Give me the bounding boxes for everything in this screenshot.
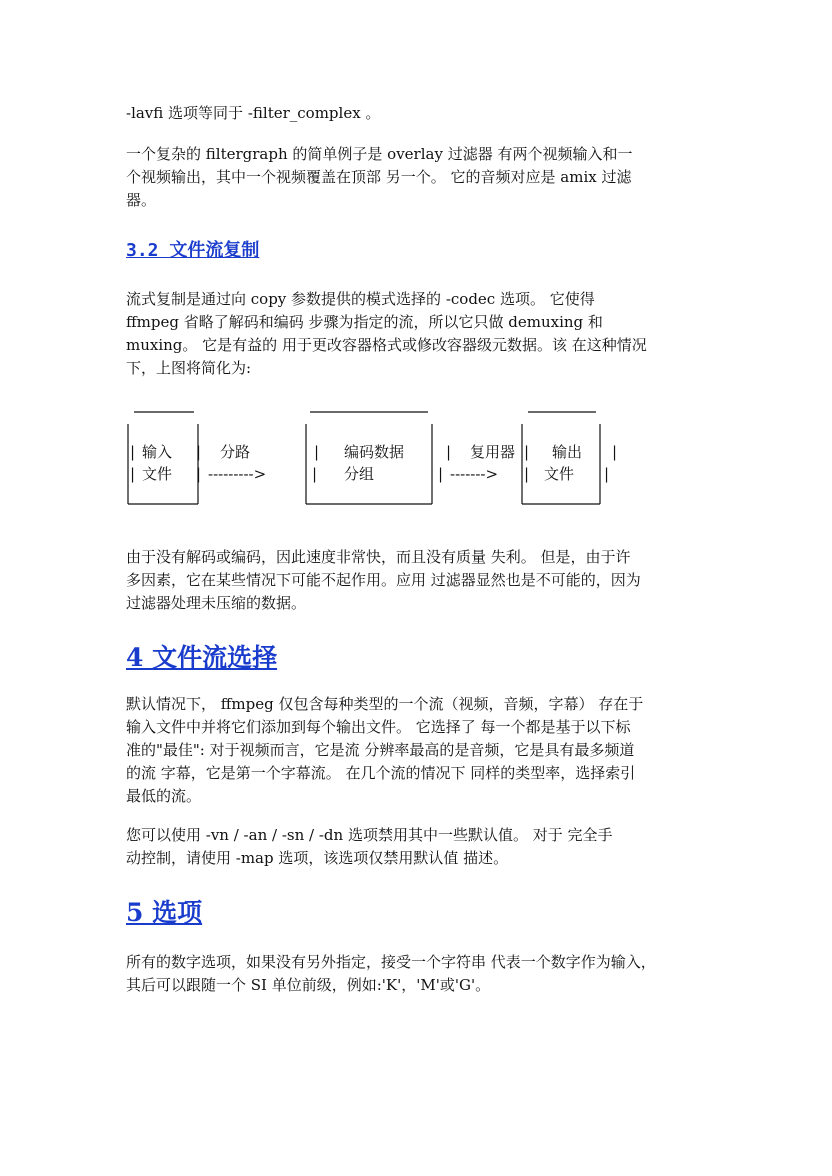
paragraph-overlay: 一个复杂的 filtergraph 的简单例子是 overlay 过滤器 有两个视频输入和一 个视频输出，其中一个视频覆盖在顶部 另一个。 它的音频对应是 amix 过滤 器。 xyxy=(126,145,633,209)
svg-text:|: | xyxy=(446,443,452,461)
svg-text:|: | xyxy=(130,465,136,483)
heading-4-stream-selection[interactable]: 4 文件流选择 xyxy=(126,643,278,672)
svg-text:|: | xyxy=(524,465,530,483)
svg-text:|: | xyxy=(312,465,318,483)
svg-text:|: | xyxy=(196,443,202,461)
paragraph-speed: 由于没有解码或编码，因此速度非常快，而且没有质量 失利。 但是，由于许 多因素，它在某些情况下可能不起作用。应用 过滤器显然也是不可能的，因为 过滤器处理未压缩的数据。 xyxy=(126,548,641,612)
paragraph-stream-copy: 流式复制是通过向 copy 参数提供的模式选择的 -codec 选项。 它使得 ffmpeg 省略了解码和编码 步骤为指定的流，所以它只做 demuxing 和 muxing。 它是有益的 用于更改容器格式或修改容器级元数据。该 在这种情况 下，上图将简化为: xyxy=(126,290,647,377)
paragraph-lavfi: -lavfi 选项等同于 -filter_complex 。 xyxy=(126,104,381,122)
svg-text:|: | xyxy=(438,465,444,483)
diagram-arrow-2: -------> xyxy=(450,465,499,483)
svg-text:|: | xyxy=(604,465,610,483)
svg-text:|: | xyxy=(130,443,136,461)
diagram-input-label-2: 文件 xyxy=(142,465,173,483)
diagram-input-label-1: 输入 xyxy=(142,443,173,461)
diagram-mux-label: 复用器 xyxy=(470,443,516,461)
diagram-demux-label: 分路 xyxy=(220,443,251,461)
svg-text:|: | xyxy=(314,443,320,461)
heading-5-options[interactable]: 5 选项 xyxy=(126,898,203,927)
svg-text:|: | xyxy=(524,443,530,461)
svg-text:|: | xyxy=(196,465,202,483)
diagram-packets-label-1: 编码数据 xyxy=(344,443,405,461)
paragraph-disable-defaults: 您可以使用 -vn / -an / -sn / -dn 选项禁用其中一些默认值。 对于 完全手 动控制，请使用 -map 选项，该选项仅禁用默认值 描述。 xyxy=(126,826,613,867)
paragraph-default-selection: 默认情况下， ffmpeg 仅包含每种类型的一个流（视频，音频，字幕） 存在于 输入文件中并将它们添加到每个输出文件。 它选择了 每一个都是基于以下标 准的"最佳": 对于视频而言，它是流 分辨率最高的是音频，它是具有最多频道 的流 字幕，它是第一个字幕流。 在几个流的情况下 同样的类型率，选择索引 最低的流。 xyxy=(126,695,644,805)
diagram-output-label-2: 文件 xyxy=(544,465,575,483)
svg-text:|: | xyxy=(612,443,618,461)
paragraph-numeric-options: 所有的数字选项，如果没有另外指定，接受一个字符串 代表一个数字作为输入， 其后可以跟随一个 SI 单位前级，例如:'K'，'M'或'G'。 xyxy=(126,953,656,994)
stream-copy-diagram xyxy=(120,400,640,520)
heading-3-2-stream-copy[interactable]: 3.2 文件流复制 xyxy=(126,240,260,261)
diagram-arrow-1: ---------> xyxy=(208,465,267,483)
diagram-output-label-1: 输出 xyxy=(552,443,583,461)
diagram-packets-label-2: 分组 xyxy=(344,465,375,483)
